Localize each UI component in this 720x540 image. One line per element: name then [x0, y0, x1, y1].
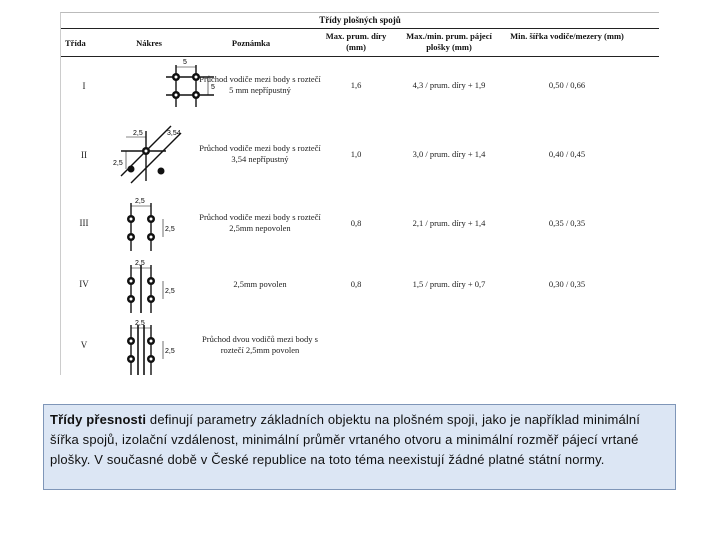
- dim-label: 2,5: [135, 320, 145, 327]
- grid-drawing-class-v: [119, 315, 189, 375]
- description-text: definují parametry základních objektu na plošném spoji, jako je například minimální šířka spojů, izolační vzdálenost, minimální průměr vrtaného otvoru a minimální rozměř pájecí vrtané plošky. V současné době v České republice na toto téma neexistují žádné platné státní normy.: [50, 412, 641, 467]
- note-cell: Průchod vodiče mezi body s roztečí 5 mm nepřípustný: [199, 74, 321, 95]
- class-label: V: [80, 340, 88, 350]
- dim-label: 2,5: [135, 260, 145, 267]
- header-rule-top: [61, 28, 659, 29]
- pad-cell: 4,3 / prum. díry + 1,9: [412, 80, 486, 90]
- header-min-sirka: Min. šířka vodiče/mezery (mm): [510, 31, 624, 41]
- header-trida: Třída: [65, 38, 86, 48]
- header-rule-bottom: [61, 56, 659, 57]
- max-prum-cell: 1,6: [350, 80, 362, 90]
- dim-label: 2,5: [165, 288, 175, 295]
- width-cell: 0,30 / 0,35: [548, 279, 586, 289]
- class-label: IV: [79, 279, 89, 289]
- pad-cell: 3,0 / prum. díry + 1,4: [412, 149, 486, 159]
- dim-label: 2,5: [113, 160, 123, 167]
- pad-cell: 2,1 / prum. díry + 1,4: [412, 218, 486, 228]
- description-textbox: [43, 404, 676, 490]
- header-poznamka: Poznámka: [231, 38, 271, 48]
- dim-label: 2,5: [135, 198, 145, 205]
- dim-label: 5: [211, 84, 215, 91]
- note-cell: Průchod vodiče mezi body s roztečí 3,54 nepřípustný: [199, 143, 321, 164]
- class-label: I: [82, 81, 86, 91]
- pad-cell: 1,5 / prum. díry + 0,7: [412, 279, 486, 289]
- class-table-image: [60, 12, 659, 375]
- table-title: Třídy plošných spojů: [319, 15, 401, 25]
- dim-label: 3,54: [167, 130, 181, 137]
- width-cell: 0,40 / 0,45: [548, 149, 586, 159]
- dim-label: 2,5: [165, 226, 175, 233]
- dim-label: 2,5: [133, 130, 143, 137]
- class-label: II: [81, 150, 87, 160]
- grid-drawing-class-ii: [111, 121, 191, 193]
- header-nakres: Nákres: [136, 38, 162, 48]
- note-cell: 2,5mm povolen: [233, 279, 287, 289]
- max-prum-cell: 0,8: [350, 279, 362, 289]
- description-lead: Třídy přesnosti: [50, 412, 147, 427]
- width-cell: 0,50 / 0,66: [548, 80, 586, 90]
- header-max-min-prum: Max./min. prum. pájecí plošky (mm): [406, 31, 492, 52]
- note-cell: Průchod dvou vodičů mezi body s roztečí 2,5mm povolen: [202, 334, 318, 355]
- class-label: III: [79, 218, 89, 228]
- grid-drawing-class-iv: [119, 255, 189, 317]
- width-cell: 0,35 / 0,35: [548, 218, 586, 228]
- max-prum-cell: 1,0: [350, 149, 362, 159]
- grid-drawing-class-iii: [119, 193, 189, 255]
- dim-label: 5: [183, 59, 187, 66]
- note-cell: Průchod vodiče mezi body s roztečí 2,5mm nepovolen: [199, 212, 321, 233]
- dim-label: 2,5: [165, 348, 175, 355]
- max-prum-cell: 0,8: [350, 218, 362, 228]
- header-max-prum: Max. prum. díry (mm): [325, 31, 387, 52]
